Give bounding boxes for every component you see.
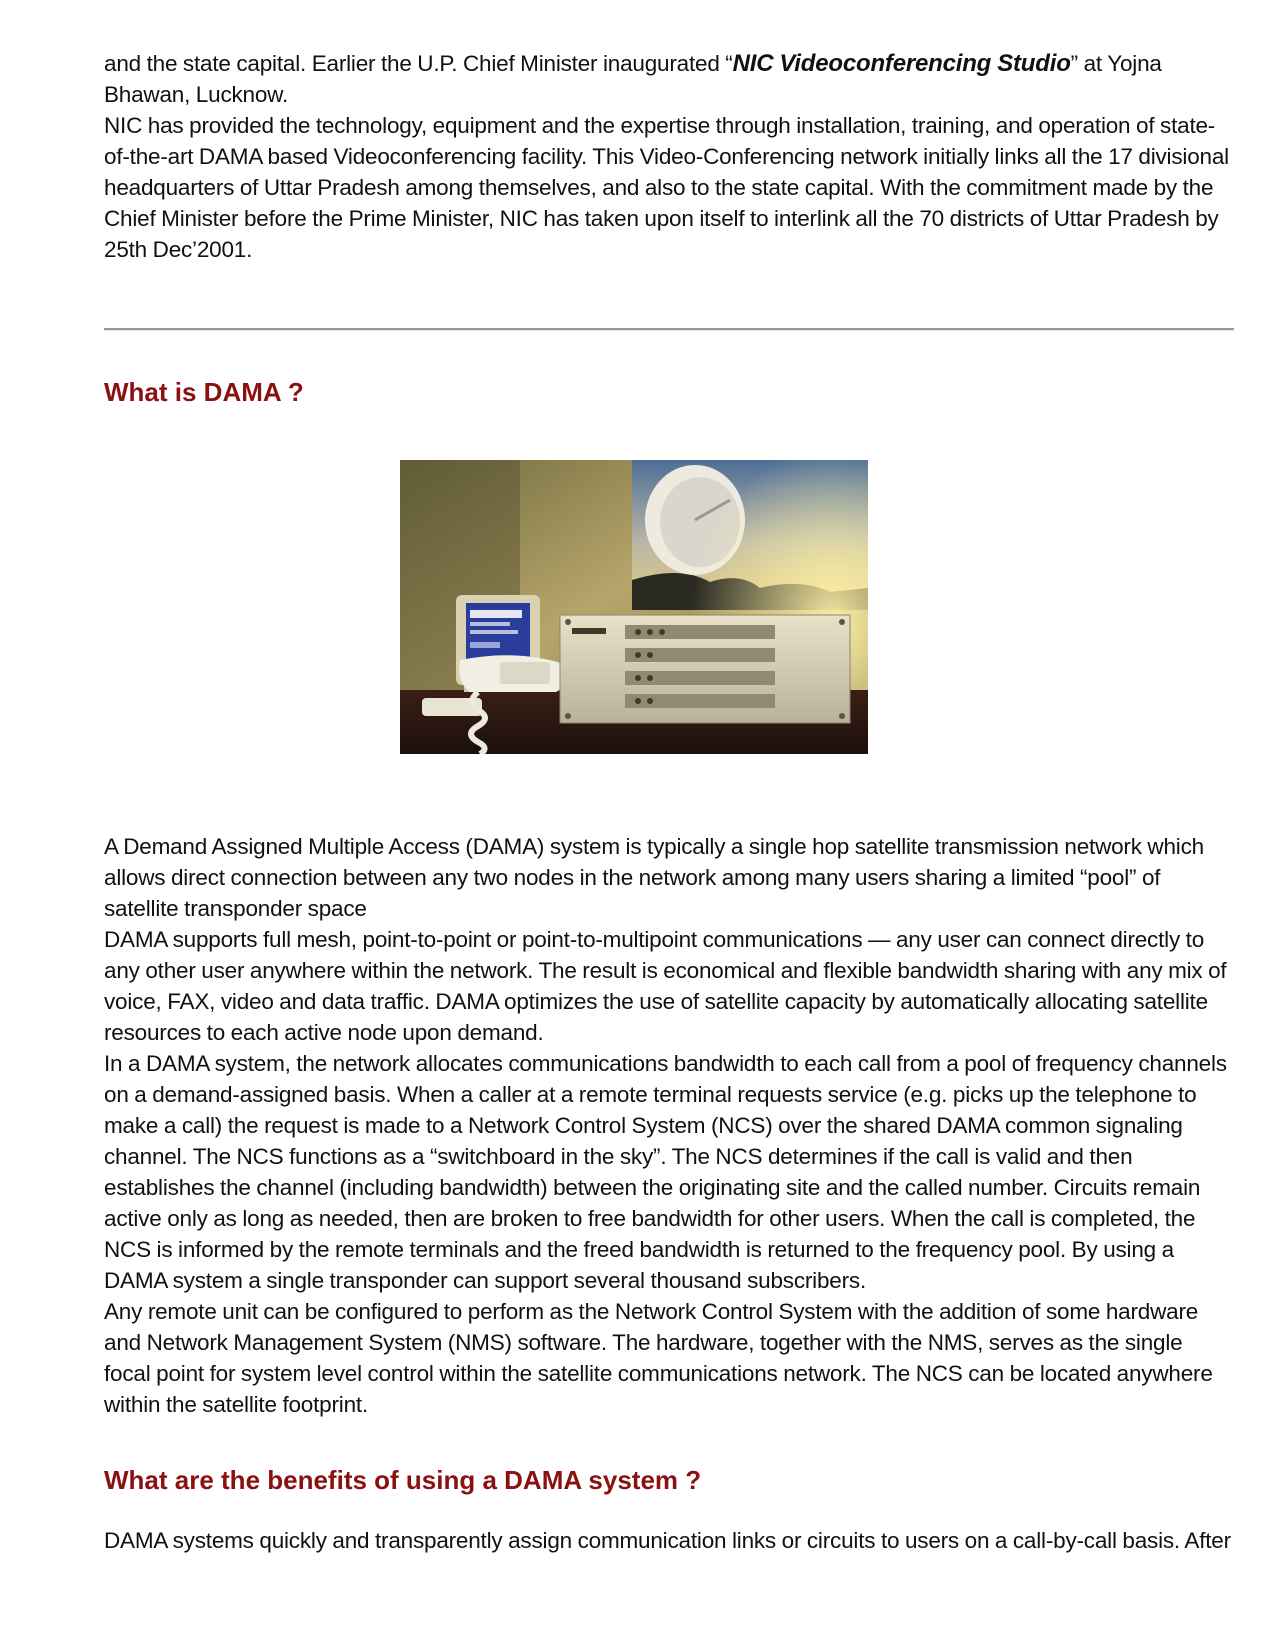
intro-paragraph-2: NIC has provided the technology, equipment and the expertise through installation, training, and operation of state-of-the-art DAMA based Videoconferencing facility. This Video-Conferencing network initially links all the 17 divisional headquarters of Uttar Pradesh among themselves, and also to the state capital. With the commitment made by the Chief Minister before the Prime Minister, NIC has taken upon itself to interlink all the 70 districts of Uttar Pradesh by 25th Dec’2001. <box>104 113 1229 262</box>
studio-name-emphasis: NIC Videoconferencing Studio <box>732 50 1071 77</box>
dama-paragraph-2: DAMA supports full mesh, point-to-point or point-to-multipoint communications — any user can connect directly to any other user anywhere within the network. The result is economical and flexible bandwidth sharing with any mix of voice, FAX, video and data traffic. DAMA optimizes the use of satellite capacity by automatically allocating satellite resources to each active node upon demand. <box>104 927 1227 1045</box>
horizontal-divider <box>104 328 1234 331</box>
intro-text-before: and the state capital. Earlier the U.P. Chief Minister inaugurated “ <box>104 51 733 76</box>
dama-equipment-photo <box>400 460 868 754</box>
dama-paragraph-1: A Demand Assigned Multiple Access (DAMA) system is typically a single hop satellite transmission network which allows direct connection between any two nodes in the network among many users sharing a limited “pool” of satellite transponder space <box>104 834 1204 921</box>
intro-text-after: ” at Yojna Bhawan, Lucknow. <box>104 51 1162 107</box>
section-benefits-body <box>104 1525 1234 1556</box>
intro-paragraph-1 <box>104 48 1234 110</box>
section-heading-what-is-dama: What is DAMA ? <box>104 377 304 407</box>
intro-block <box>104 48 1234 265</box>
dama-paragraph-4: Any remote unit can be configured to perform as the Network Control System with the addition of some hardware and Network Management System (NMS) software. The hardware, together with the NMS, serves as the single focal point for system level control within the satellite communications network. The NCS can be located anywhere within the satellite footprint. <box>104 1299 1213 1417</box>
section-heading-benefits: What are the benefits of using a DAMA system ? <box>104 1465 702 1495</box>
dama-paragraph-3: In a DAMA system, the network allocates communications bandwidth to each call from a pool of frequency channels on a demand-assigned basis. When a caller at a remote terminal requests service (e.g. picks up the telephone to make a call) the request is made to a Network Control System (NCS) over the shared DAMA common signaling channel. The NCS functions as a “switchboard in the sky”. The NCS determines if the call is valid and then establishes the channel (including bandwidth) between the originating site and the called number. Circuits remain active only as long as needed, then are broken to free bandwidth for other users. When the call is completed, the NCS is informed by the remote terminals and the freed bandwidth is returned to the frequency pool. By using a DAMA system a single transponder can support several thousand subscribers. <box>104 1051 1227 1293</box>
section-what-is-dama-body <box>104 831 1234 1420</box>
benefits-paragraph-1: DAMA systems quickly and transparently assign communication links or circuits to users on a call-by-call basis. After <box>104 1528 1231 1553</box>
